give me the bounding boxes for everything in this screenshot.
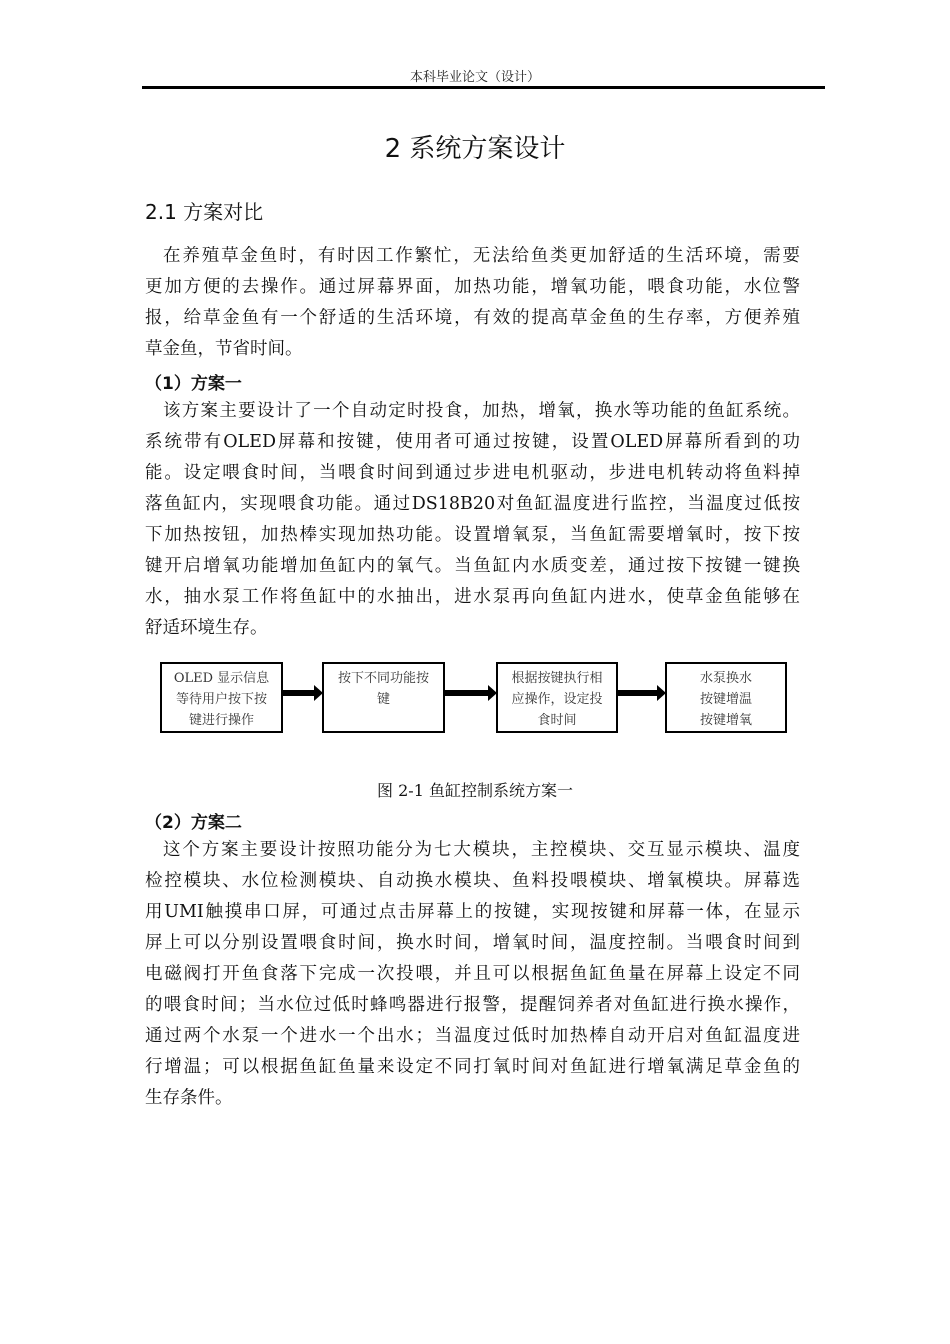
box-line: 按下不同功能按: [337, 671, 429, 686]
paragraph-line: 水，抽水泵工作将鱼缸中的水抽出，进水泵再向鱼缸内进水，使草金鱼能够在: [145, 587, 800, 607]
flow-box-3: [496, 662, 618, 733]
paragraph-line: 的喂食时间；当水位过低时蜂鸣器进行报警，提醒饲养者对鱼缸进行换水操作，: [145, 995, 800, 1015]
flow-box-2: [322, 662, 445, 733]
box-line: 键: [376, 692, 390, 707]
paragraph-line: 这个方案主要设计按照功能分为七大模块，主控模块、交互显示模块、温度: [163, 840, 800, 860]
box-line: 应操作，设定投: [511, 692, 603, 707]
paragraph-line: 该方案主要设计了一个自动定时投食，加热，增氧，换水等功能的鱼缸系统。: [163, 401, 800, 421]
paragraph-line: 生存条件。: [145, 1088, 233, 1108]
box-line: 食时间: [537, 713, 577, 728]
paragraph-line: 行增温；可以根据鱼缸鱼量来设定不同打氧时间对鱼缸进行增氧满足草金鱼的: [145, 1057, 800, 1077]
scheme2-heading: （2）方案二: [145, 813, 242, 833]
paragraph-line: 通过两个水泵一个进水一个出水；当温度过低时加热棒自动开启对鱼缸温度进: [145, 1026, 800, 1046]
figure-caption: 图 2-1 鱼缸控制系统方案一: [377, 781, 573, 800]
box-line: 键进行操作: [188, 713, 254, 728]
paragraph-line: 检控模块、水位检测模块、自动换水模块、鱼料投喂模块、增氧模块。屏幕选: [145, 871, 800, 891]
chapter-title: 2 系统方案设计: [384, 134, 566, 164]
paragraph-line: 屏上可以分别设置喂食时间，换水时间，增氧时间，温度控制。当喂食时间到: [145, 933, 800, 953]
paragraph-line: 键开启增氧功能增加鱼缸内的氧气。当鱼缸内水质变差，通过按下按键一键换: [145, 556, 800, 576]
arrow-icon: [283, 690, 315, 696]
box-line: 等待用户按下按: [175, 692, 267, 707]
flow-box-1: [160, 662, 283, 733]
paragraph-line: 能。设定喂食时间，当喂食时间到通过步进电机驱动，步进电机转动将鱼料掉: [145, 463, 800, 483]
running-header: 本科毕业论文（设计）: [409, 70, 540, 85]
paragraph-line: 电磁阀打开鱼食落下完成一次投喂，并且可以根据鱼缸鱼量在屏幕上设定不同: [145, 964, 800, 984]
arrow-icon: [445, 690, 489, 696]
paragraph-line: 更加方便的去操作。通过屏幕界面，加热功能，增氧功能，喂食功能，水位警: [145, 277, 800, 297]
arrow-icon: [618, 690, 658, 696]
paragraph-line: 系统带有OLED屏幕和按键，使用者可通过按键，设置OLED屏幕所看到的功: [145, 432, 800, 452]
header-rule: [142, 86, 825, 89]
scheme1-heading: （1）方案一: [145, 374, 242, 394]
box-line: OLED 显示信息: [173, 671, 270, 686]
flow-box-4: [665, 662, 787, 733]
paragraph-line: 在养殖草金鱼时，有时因工作繁忙，无法给鱼类更加舒适的生活环境，需要: [163, 246, 800, 266]
section-title: 2.1 方案对比: [145, 200, 264, 224]
box-line: 水泵换水: [699, 671, 752, 686]
paragraph-line: 下加热按钮，加热棒实现加热功能。设置增氧泵，当鱼缸需要增氧时，按下按: [145, 525, 800, 545]
paragraph-line: 草金鱼，节省时间。: [145, 339, 303, 359]
paragraph-line: 舒适环境生存。: [145, 618, 268, 638]
box-line: 按键增氧: [699, 713, 752, 728]
paragraph-line: 报，给草金鱼有一个舒适的生活环境，有效的提高草金鱼的生存率，方便养殖: [145, 308, 800, 328]
paragraph-line: 用UMI触摸串口屏，可通过点击屏幕上的按键，实现按键和屏幕一体，在显示: [145, 902, 800, 922]
box-line: 按键增温: [699, 692, 752, 707]
box-line: 根据按键执行相: [511, 671, 603, 686]
paragraph-line: 落鱼缸内，实现喂食功能。通过DS18B20对鱼缸温度进行监控，当温度过低按: [145, 494, 800, 514]
